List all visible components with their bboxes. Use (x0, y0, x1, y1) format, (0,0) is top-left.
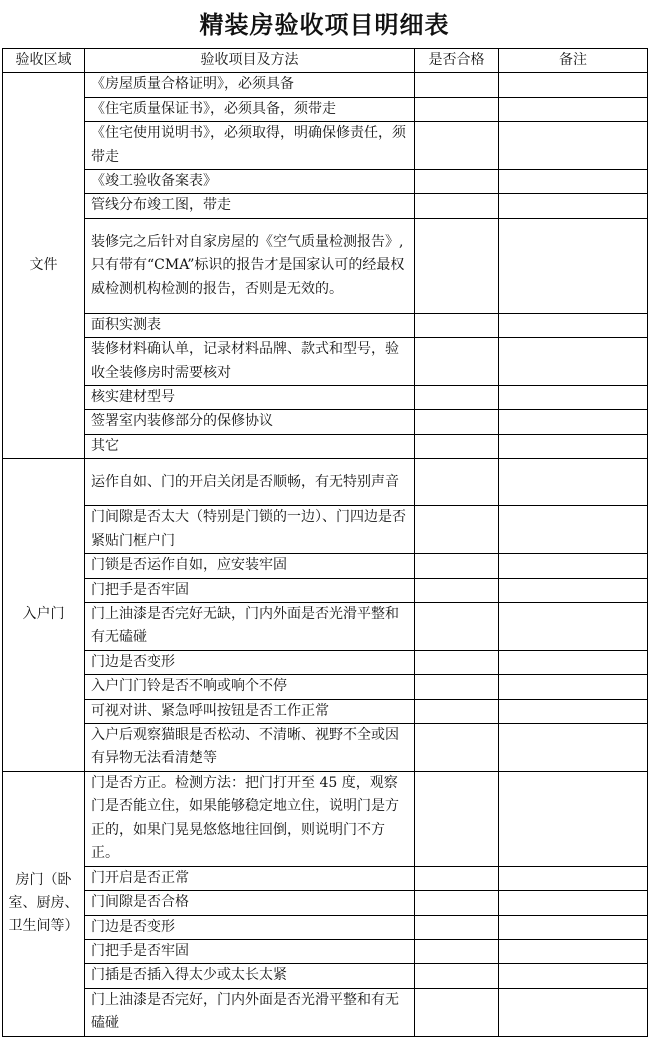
table-row (3, 964, 648, 988)
remark-cell[interactable] (499, 988, 648, 1036)
remark-cell[interactable] (499, 891, 648, 915)
table-row (3, 602, 648, 650)
pass-cell[interactable] (415, 170, 499, 194)
remark-cell[interactable] (499, 122, 648, 170)
pass-cell[interactable] (415, 723, 499, 771)
remark-cell[interactable] (499, 313, 648, 337)
pass-cell[interactable] (415, 866, 499, 890)
table-row (3, 891, 648, 915)
item-cell: 入户后观察猫眼是否松动、不清晰、视野不全或因有异物无法看清楚等 (85, 723, 415, 771)
item-cell: 门边是否变形 (85, 915, 415, 939)
pass-cell[interactable] (415, 97, 499, 121)
table-row (3, 338, 648, 386)
inspection-table (2, 48, 648, 1037)
region-cell: 文件 (3, 73, 85, 459)
header-remark: 备注 (499, 49, 648, 73)
pass-cell[interactable] (415, 554, 499, 578)
remark-cell[interactable] (499, 578, 648, 602)
header-region: 验收区域 (3, 49, 85, 73)
remark-cell[interactable] (499, 554, 648, 578)
pass-cell[interactable] (415, 73, 499, 97)
remark-cell[interactable] (499, 915, 648, 939)
item-cell: 其它 (85, 434, 415, 458)
table-row (3, 386, 648, 410)
pass-cell[interactable] (415, 771, 499, 866)
remark-cell[interactable] (499, 939, 648, 963)
item-cell: 门是否方正。检测方法：把门打开至 45 度，观察门是否能立住，如果能够稳定地立住，说明门是方正的，如果门晃晃悠悠地往回倒，则说明门不方正。 (85, 771, 415, 866)
remark-cell[interactable] (499, 194, 648, 218)
header-row (3, 49, 648, 73)
item-cell: 管线分布竣工图，带走 (85, 194, 415, 218)
item-cell: 可视对讲、紧急呼叫按钮是否工作正常 (85, 699, 415, 723)
item-cell: 门把手是否牢固 (85, 578, 415, 602)
pass-cell[interactable] (415, 578, 499, 602)
item-cell: 门插是否插入得太少或太长太紧 (85, 964, 415, 988)
remark-cell[interactable] (499, 602, 648, 650)
table-row (3, 578, 648, 602)
table-row (3, 97, 648, 121)
pass-cell[interactable] (415, 122, 499, 170)
item-cell: 门上油漆是否完好，门内外面是否光滑平整和有无磕碰 (85, 988, 415, 1036)
item-cell: 门边是否变形 (85, 650, 415, 674)
pass-cell[interactable] (415, 194, 499, 218)
table-row (3, 988, 648, 1036)
table-row (3, 313, 648, 337)
item-cell: 《竣工验收备案表》 (85, 170, 415, 194)
remark-cell[interactable] (499, 410, 648, 434)
pass-cell[interactable] (415, 988, 499, 1036)
table-row (3, 170, 648, 194)
item-cell: 门开启是否正常 (85, 866, 415, 890)
pass-cell[interactable] (415, 410, 499, 434)
table-row (3, 459, 648, 506)
table-row (3, 771, 648, 866)
table-row (3, 699, 648, 723)
table-row (3, 866, 648, 890)
pass-cell[interactable] (415, 699, 499, 723)
pass-cell[interactable] (415, 891, 499, 915)
remark-cell[interactable] (499, 866, 648, 890)
table-body (3, 73, 648, 1036)
item-cell: 装修材料确认单，记录材料品牌、款式和型号，验收全装修房时需要核对 (85, 338, 415, 386)
table-row (3, 73, 648, 97)
remark-cell[interactable] (499, 506, 648, 554)
table-row (3, 122, 648, 170)
table-row (3, 675, 648, 699)
table-row (3, 218, 648, 313)
remark-cell[interactable] (499, 97, 648, 121)
pass-cell[interactable] (415, 964, 499, 988)
table-row (3, 650, 648, 674)
table-row (3, 506, 648, 554)
table-row (3, 554, 648, 578)
item-cell: 入户门门铃是否不响或响个不停 (85, 675, 415, 699)
item-cell: 门上油漆是否完好无缺，门内外面是否光滑平整和有无磕碰 (85, 602, 415, 650)
item-cell: 签署室内装修部分的保修协议 (85, 410, 415, 434)
table-row (3, 723, 648, 771)
table-row (3, 939, 648, 963)
pass-cell[interactable] (415, 506, 499, 554)
table-row (3, 915, 648, 939)
pass-cell[interactable] (415, 313, 499, 337)
region-cell: 房门（卧室、厨房、卫生间等） (3, 771, 85, 1036)
remark-cell[interactable] (499, 723, 648, 771)
remark-cell[interactable] (499, 338, 648, 386)
table-row (3, 410, 648, 434)
item-cell: 核实建材型号 (85, 386, 415, 410)
table-row (3, 434, 648, 458)
remark-cell[interactable] (499, 675, 648, 699)
pass-cell[interactable] (415, 915, 499, 939)
remark-cell[interactable] (499, 218, 648, 313)
page-title: 精装房验收项目明细表 (199, 11, 450, 39)
remark-cell[interactable] (499, 434, 648, 458)
remark-cell[interactable] (499, 459, 648, 506)
item-cell: 《住宅质量保证书》，必须具备，须带走 (85, 97, 415, 121)
region-cell: 入户门 (3, 459, 85, 771)
item-cell: 门把手是否牢固 (85, 939, 415, 963)
pass-cell[interactable] (415, 602, 499, 650)
header-item: 验收项目及方法 (85, 49, 415, 73)
item-cell: 《房屋质量合格证明》，必须具备 (85, 73, 415, 97)
item-cell: 门间隙是否太大（特别是门锁的一边）、门四边是否紧贴门框户门 (85, 506, 415, 554)
item-cell: 运作自如、门的开启关闭是否顺畅，有无特别声音 (85, 459, 415, 506)
pass-cell[interactable] (415, 459, 499, 506)
remark-cell[interactable] (499, 73, 648, 97)
item-cell: 门间隙是否合格 (85, 891, 415, 915)
item-cell: 装修完之后针对自家房屋的《空气质量检测报告》,只有带有“CMA”标识的报告才是国家认可的经最权威检测机构检测的报告，否则是无效的。 (85, 218, 415, 313)
pass-cell[interactable] (415, 650, 499, 674)
item-cell: 门锁是否运作自如，应安装牢固 (85, 554, 415, 578)
remark-cell[interactable] (499, 650, 648, 674)
item-cell: 面积实测表 (85, 313, 415, 337)
remark-cell[interactable] (499, 170, 648, 194)
pass-cell[interactable] (415, 338, 499, 386)
pass-cell[interactable] (415, 386, 499, 410)
pass-cell[interactable] (415, 939, 499, 963)
pass-cell[interactable] (415, 434, 499, 458)
table-row (3, 194, 648, 218)
remark-cell[interactable] (499, 699, 648, 723)
remark-cell[interactable] (499, 964, 648, 988)
remark-cell[interactable] (499, 386, 648, 410)
pass-cell[interactable] (415, 218, 499, 313)
remark-cell[interactable] (499, 771, 648, 866)
header-pass: 是否合格 (415, 49, 499, 73)
item-cell: 《住宅使用说明书》，必须取得，明确保修责任，须带走 (85, 122, 415, 170)
pass-cell[interactable] (415, 675, 499, 699)
